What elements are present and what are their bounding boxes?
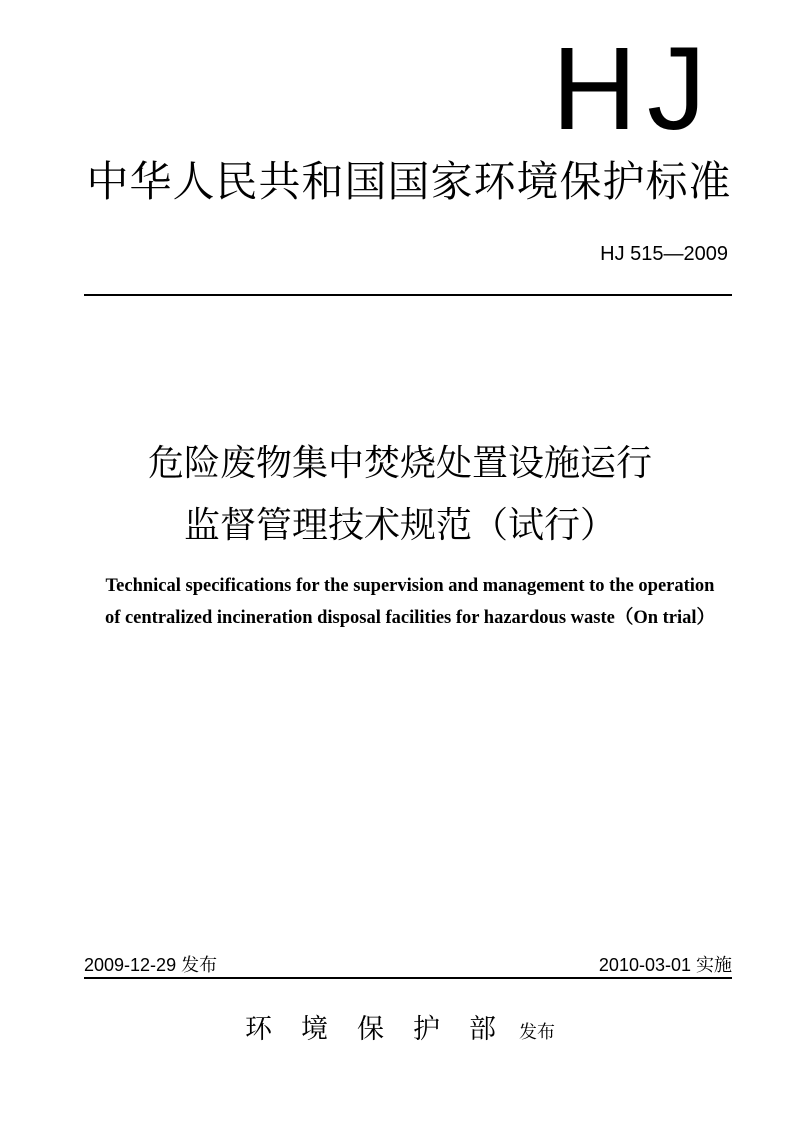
english-title-line-2: of centralized incineration disposal facilities for hazardous waste（On trial） <box>104 608 716 628</box>
top-divider <box>84 294 732 296</box>
bottom-divider <box>84 977 732 979</box>
standard-category-heading: 中华人民共和国国家环境保护标准 <box>86 157 732 206</box>
issue-date: 2009-12-29 发布 <box>84 955 218 975</box>
standard-number: HJ 515—2009 <box>600 243 728 265</box>
english-title-line-1: Technical specifications for the supervision and management to the operation <box>105 576 715 596</box>
chinese-title-line-2: 监督管理技术规范（试行） <box>183 505 616 546</box>
chinese-title-line-1: 危险废物集中焚烧处置设施运行 <box>147 443 652 484</box>
date-row <box>84 952 732 978</box>
effective-date: 2010-03-01 实施 <box>598 955 732 975</box>
hj-logo: HJ <box>551 23 716 155</box>
issuer-row <box>0 1012 800 1052</box>
issuer-action: 发布 <box>519 1022 555 1043</box>
issuer-name: 环境保护部 <box>245 1014 525 1045</box>
